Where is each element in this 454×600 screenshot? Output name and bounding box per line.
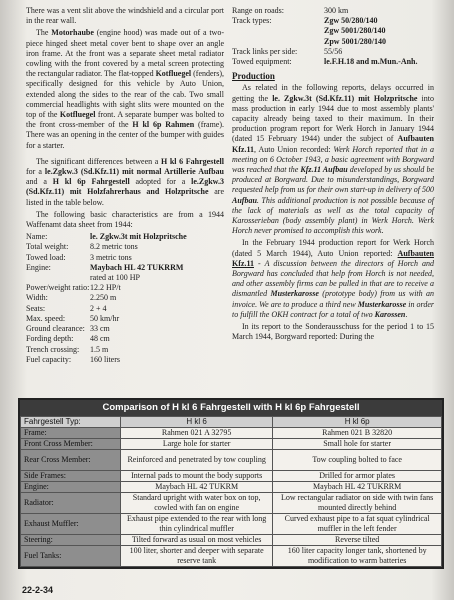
cell-hkl6: Large hole for starter <box>121 439 273 450</box>
row-label: Steering: <box>21 535 121 546</box>
table-row <box>21 428 442 439</box>
cell-hkl6p: Tow coupling bolted to face <box>273 450 442 471</box>
cell-hkl6: Tilted forward as usual on most vehicles <box>121 535 273 546</box>
header-cell-type: Fahrgestell Typ: <box>21 417 121 428</box>
paragraph-engine-hood: The Motorhaube (engine hood) was made out of a two-piece hinged sheet metal cover bent to shape over an angle iron frame. At the front was a separate sheet metal radiator cowling with the front covered by a metal screen protecting the rectangular radiator. The flat-topped Kotfluegel (fenders), specifically designed for this vehicle by Auto Union, extended along the sides to the rear of the cab. Two small commercial headlights with sight slits were mounted on the top of the Kotfluegel front. A separate bumper was bolted to the front cross-member of the H kl 6p Rahmen (frame). There was an opening in the center of the bumper with guides for a starter. <box>26 28 225 150</box>
spec-row <box>26 324 224 334</box>
spec-row <box>26 334 224 344</box>
cell-hkl6p: Small hole for starter <box>273 439 442 450</box>
cell-hkl6p: Curved exhaust pipe to a fat squat cylindrical muffler in the left fender <box>273 514 442 535</box>
spec-value: Zgw 5001/280/140 <box>324 26 386 36</box>
spec-label <box>26 273 90 283</box>
spec-row <box>232 37 434 47</box>
spec-value: 160 liters <box>90 354 120 364</box>
spec-label: Total weight: <box>26 242 69 252</box>
spec-label: Track types: <box>232 16 272 26</box>
spec-value: 12.2 HP/t <box>90 283 121 293</box>
spec-row <box>26 232 224 242</box>
spec-label: Name: <box>26 232 48 242</box>
spec-label: Towed equipment: <box>232 57 292 67</box>
cell-hkl6: Maybach HL 42 TUKRM <box>121 482 273 493</box>
cell-hkl6p: Low rectangular radiator on side with twin fans mounted directly behind <box>273 493 442 514</box>
cell-hkl6: 100 liter, shorter and deeper with separate reserve tank <box>121 546 273 567</box>
row-label: Exhaust Muffler: <box>21 514 121 535</box>
table-row <box>21 439 442 450</box>
header-cell-hkl6p: H kl 6p <box>273 417 442 428</box>
row-label: Engine: <box>21 482 121 493</box>
cell-hkl6p: 160 liter capacity longer tank, shortened by modification to warm batteries <box>273 546 442 567</box>
spec-row <box>26 304 224 314</box>
row-label: Frame: <box>21 428 121 439</box>
spec-value: le. Zgkw.3t mit Holzpritsche <box>90 232 187 242</box>
paragraph-characteristics: The following basic characteristics are from a 1944 Waffenamt data sheet from 1944: <box>26 209 224 230</box>
spec-row <box>26 273 224 283</box>
header-cell-hkl6: H kl 6 <box>121 417 273 428</box>
spec-row <box>26 293 224 303</box>
right-column <box>232 6 434 345</box>
spec-label: Range on roads: <box>232 6 284 15</box>
spec-label: Fording depth: <box>26 334 74 344</box>
spec-row <box>232 47 434 57</box>
spec-list-left <box>26 232 224 365</box>
table-row <box>21 546 442 567</box>
spec-value: Zpw 5001/280/140 <box>324 36 387 46</box>
spec-list-right <box>232 6 434 67</box>
spec-label: Seats: <box>26 303 46 313</box>
comparison-table <box>18 398 444 569</box>
spec-row <box>26 345 224 355</box>
spec-row <box>26 253 224 263</box>
spec-row <box>232 57 434 67</box>
cell-hkl6p: Reverse tilted <box>273 535 442 546</box>
paragraph-differences: The significant differences between a H kl 6 Fahrgestell for a le.Zgkw.3 (Sd.Kfz.11) mit normal Artillerie Aufbau and a H kl 6p Fahrgestell adopted for a le.Zgkw.3 (Sd.Kfz.11) mit Holzfahrerhaus and Holzpritsche are listed in the table below. <box>26 156 225 207</box>
paragraph-production-1: As related in the following reports, delays occurred in getting the le. Zgkw.3t (Sd.Kfz.11) mit Holzpritsche into mass production in early 1944 due to most assembly plants' capacity already being taxed to their maximum. In their production program report for Werk Horch in January 1944 (dated 15 February 1944) under the subject of Aufbauten Kfz.11, Auto Union recorded: Werk Horch reported that in a meeting on 6 October 1943, a basic agreement with Borgward was reached that the Kfz.11 Aufbau developed by us should be produced at Borgward. Due to misunderstandings, Borgward requested help from us for their own start-up in delivery of 500 Aufbau. This additional production is not possible because of the lack of materials as well as the total capacity of Karosserieban (body assembly plant) in Werk Horch. Werk Horch never promised to accomplish this work. <box>232 83 434 236</box>
cell-hkl6: Standard upright with water box on top, cowled with fan on engine <box>121 493 273 514</box>
cell-hkl6p: Rahmen 021 B 32820 <box>273 428 442 439</box>
spec-label: Towed load: <box>26 252 66 262</box>
spec-value: 300 km <box>324 6 349 15</box>
spec-label: Trench crossing: <box>26 344 80 354</box>
table-row <box>21 450 442 471</box>
spec-label: Track links per side: <box>232 46 298 56</box>
row-label: Rear Cross Member: <box>21 450 121 471</box>
spec-row <box>26 242 224 252</box>
table-row <box>21 514 442 535</box>
cell-hkl6: Rahmen 021 A 32795 <box>121 428 273 439</box>
spec-label <box>232 37 324 47</box>
spec-value: 50 km/hr <box>90 313 120 323</box>
spec-value: 48 cm <box>90 334 110 344</box>
row-label: Fuel Tanks: <box>21 546 121 567</box>
spec-value: 1.5 m <box>90 344 109 354</box>
spec-label: Engine: <box>26 262 51 272</box>
table-row <box>21 535 442 546</box>
paragraph-production-3: In its report to the Sonderausschuss for the period 1 to 15 March 1944, Borgward reported: During the <box>232 322 434 342</box>
cell-hkl6: Reinforced and penetrated by tow coupling <box>121 450 273 471</box>
spec-row <box>232 6 434 16</box>
row-label: Front Cross Member: <box>21 439 121 450</box>
spec-row <box>26 314 224 324</box>
cell-hkl6: Exhaust pipe extended to the rear with long thin cylindrical muffler <box>121 514 273 535</box>
spec-value: 33 cm <box>90 324 110 334</box>
spec-value: 3 metric tons <box>90 252 132 262</box>
spec-row <box>26 355 224 365</box>
spec-value: le.F.H.18 and m.Mun.-Anh. <box>324 57 418 67</box>
spec-label <box>232 26 324 36</box>
spec-value: 2 + 4 <box>90 303 107 313</box>
row-label: Side Frames: <box>21 471 121 482</box>
spec-label: Max. speed: <box>26 313 66 323</box>
spec-value: 55/56 <box>324 46 343 56</box>
cell-hkl6p: Drilled for armor plates <box>273 471 442 482</box>
table-row <box>21 471 442 482</box>
spec-row <box>232 16 434 26</box>
row-label: Radiator: <box>21 493 121 514</box>
spec-label: Fuel capacity: <box>26 354 72 364</box>
table-title: Comparison of H kl 6 Fahrgestell with H kl 6p Fahrgestell <box>20 400 442 416</box>
spec-label: Ground clearance: <box>26 324 85 334</box>
production-heading: Production <box>232 71 275 82</box>
paragraph-vent: There was a vent slit above the windshield and a circular port in the rear wall. <box>26 6 224 26</box>
spec-label: Width: <box>26 293 48 303</box>
page-number: 22-2-34 <box>22 585 54 595</box>
spec-value: 8.2 metric tons <box>90 242 138 252</box>
spec-value: rated at 100 HP <box>90 273 140 283</box>
spec-row <box>26 263 224 273</box>
spec-value: Maybach HL 42 TUKRRM <box>90 262 184 272</box>
cell-hkl6: Internal pads to mount the body supports <box>121 471 273 482</box>
spec-label: Power/weight ratio: <box>26 283 90 293</box>
spec-value: 2.250 m <box>90 293 117 303</box>
table-header-row <box>21 417 442 428</box>
table-row <box>21 493 442 514</box>
cell-hkl6p: Maybach HL 42 TUKRRM <box>273 482 442 493</box>
spec-row <box>232 26 434 36</box>
spec-value: Zgw 50/280/140 <box>324 16 378 26</box>
left-column <box>26 6 224 365</box>
spec-row <box>26 283 224 293</box>
table-row <box>21 482 442 493</box>
paragraph-production-2: In the February 1944 production report for Werk Horch (dated 5 March 1944), Auto Union reported: Aufbauten Kfz.11 - A discussion between the directors of Horch and Borgward has concluded that help from Horch is not needed, and other assembly firms can be pulled in that are to receive a dismantled Musterkarosse (prototype body) from us with an invoice. We are to produce a third new Musterkarosse in order to fulfill the OKH contract for a total of two Karossen. <box>232 238 435 319</box>
